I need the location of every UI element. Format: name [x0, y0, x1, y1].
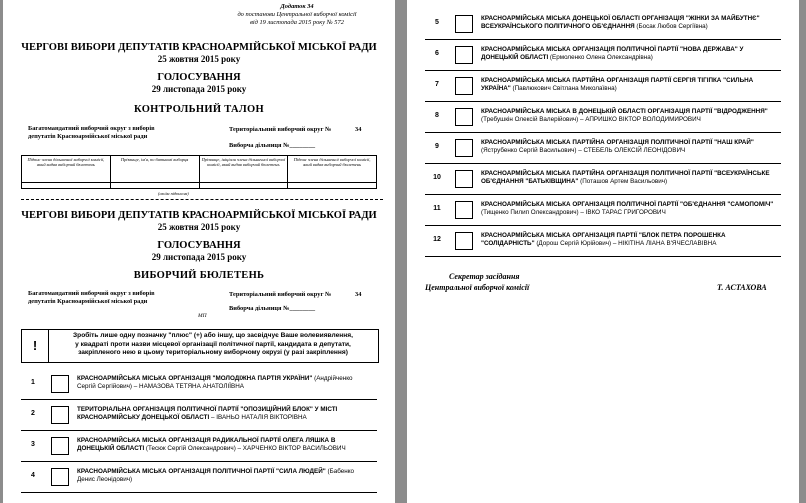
candidate-row	[425, 163, 781, 195]
candidate-row	[425, 39, 781, 71]
party-name: КРАСНОАРМІЙСЬКА МІСЬКА ПАРТІЙНА ОРГАНІЗАЦІЯ ПОЛІТИЧНОЇ ПАРТІЇ "НАШ КРАЙ"	[481, 138, 754, 146]
secretary-title-2: Центральної виборчої комісії	[425, 283, 530, 292]
stub-table-blank	[110, 182, 199, 188]
vote-checkbox[interactable]	[455, 201, 473, 219]
party-name: КРАСНОАРМІЙСЬКА МІСЬКА ДОНЕЦЬКОЇ ОБЛАСТІ ОРГАНІЗАЦІЯ "ЖІНКИ ЗА МАЙБУТНЄ" ВСЕУКРАЇНСЬКОГО ПОЛІТИЧНОГО ОБ'ЄДНАННЯ	[481, 14, 760, 30]
appendix-line-2: до постанови Центральної виборчої комісії	[237, 11, 357, 18]
vote-checkbox[interactable]	[455, 15, 473, 33]
stub-table-blank	[199, 182, 288, 188]
candidate-text	[481, 15, 777, 31]
candidate-detail: (Яструбенко Сергій Васильович) – СТЕБЕЛЬ ОЛЕКСІЙ ЛЕОНІДОВИЧ	[481, 146, 686, 154]
ballot-mp: МП	[198, 313, 207, 319]
candidate-detail: – ІВАНЬО НАТАЛІЯ ВІКТОРІВНА	[209, 413, 307, 421]
stub-vote-date: 29 листопада 2015 року	[151, 84, 247, 94]
candidate-number: 12	[433, 235, 441, 243]
candidate-row	[425, 8, 781, 40]
ballot-territorial: Територіальний виборчий округ №	[229, 291, 332, 298]
candidate-row	[425, 194, 781, 226]
ballot-multi-district-1: Багатомандатний виборчий округ з виборів	[28, 290, 155, 297]
party-name: КРАСНОАРМІЙСЬКА МІСЬКА ОРГАНІЗАЦІЯ "МОЛОДІЖНА ПАРТІЯ УКРАЇНИ"	[77, 374, 313, 382]
instruction-line-3: закріпленого нею в цьому територіальному виборчому окрузі (у разі закріплення)	[78, 349, 348, 356]
party-name: КРАСНОАРМІЙСЬКА МІСЬКА ОРГАНІЗАЦІЯ ПОЛІТИЧНОЇ ПАРТІЇ "НОВА ДЕРЖАВА" У ДОНЕЦЬКІЙ ОБЛАСТІ	[481, 45, 744, 61]
candidate-row	[21, 430, 377, 462]
candidate-text	[481, 108, 777, 124]
party-name: КРАСНОАРМІЙСЬКА МІСЬКА ОРГАНІЗАЦІЯ ПОЛІТИЧНОЇ ПАРТІЇ "ОБ'ЄДНАННЯ "САМОПОМІЧ"	[481, 200, 774, 208]
secretary-title-1: Секретар засідання	[449, 272, 520, 281]
stub-territorial: Територіальний виборчий округ №	[229, 126, 332, 133]
appendix-line-1: Додаток 34	[280, 3, 314, 10]
appendix-note	[207, 3, 387, 27]
candidate-number: 8	[435, 111, 439, 119]
ballot-precinct: Виборча дільниця №________	[229, 305, 316, 312]
candidate-row	[21, 368, 377, 400]
candidate-number: 11	[433, 204, 441, 212]
stub-table	[21, 155, 377, 189]
candidate-text	[77, 468, 373, 484]
instruction-text	[52, 332, 374, 358]
stub-sig-note: (своїм підписом)	[158, 191, 189, 196]
party-name: КРАСНОАРМІЙСЬКА МІСЬКА ОРГАНІЗАЦІЯ ПОЛІТИЧНОЇ ПАРТІЇ "СИЛА ЛЮДЕЙ"	[77, 467, 326, 475]
ballot-heading: ВИБОРЧИЙ БЮЛЕТЕНЬ	[133, 270, 265, 281]
candidate-number: 1	[31, 378, 35, 386]
candidate-detail: (Тесюк Сергій Олександрович) – ХАРЧЕНКО ВІКТОР ВАСИЛЬОВИЧ	[144, 444, 346, 452]
candidate-text	[77, 406, 373, 422]
candidate-row	[21, 461, 377, 493]
ballot-multi-district-2: депутатів Красноармійської міської ради	[28, 298, 148, 305]
left-page	[3, 0, 395, 503]
ballot-territorial-num: 34	[355, 291, 362, 298]
secretary-name: Т. АСТАХОВА	[717, 283, 767, 292]
right-page	[407, 0, 799, 503]
vote-checkbox[interactable]	[455, 77, 473, 95]
candidate-number: 6	[435, 49, 439, 57]
ballot-election-date: 25 жовтня 2015 року	[157, 222, 241, 232]
candidate-text	[77, 437, 373, 453]
vote-checkbox[interactable]	[455, 170, 473, 188]
candidate-text	[481, 232, 777, 248]
stub-territorial-num: 34	[355, 126, 362, 133]
instruction-line-2: у квадраті проти назви місцевої організації політичної партії, кандидата в депутати,	[75, 340, 351, 348]
stub-table-cell-1: Підпис члена дільничної виборчої комісії, який видав виборчий бюлетень	[22, 156, 111, 183]
ballot-vote-label: ГОЛОСУВАННЯ	[157, 240, 241, 251]
candidate-number: 2	[31, 409, 35, 417]
candidate-text	[481, 77, 777, 93]
stub-precinct: Виборча дільниця №________	[229, 142, 316, 149]
instruction-line-1: Зробіть лише одну позначку "плюс" (+) або іншу, що засвідчує Ваше волевиявлення,	[73, 332, 353, 339]
candidate-detail: (Ермоленко Олена Олександрівна)	[548, 53, 653, 61]
stub-table-cell-3: Прізвище, ініціали члена дільничної виборчої комісії, який видав виборчий бюлетень	[199, 156, 288, 183]
stub-vote-label: ГОЛОСУВАННЯ	[157, 72, 241, 83]
stub-table-blank	[22, 182, 111, 188]
candidate-row	[425, 132, 781, 164]
vote-checkbox[interactable]	[455, 139, 473, 157]
vote-checkbox[interactable]	[455, 232, 473, 250]
candidate-row	[21, 399, 377, 431]
candidate-text	[77, 375, 373, 391]
candidate-text	[481, 170, 777, 186]
stub-table-blank	[288, 182, 377, 188]
candidate-detail: (Босак Любов Сергіївна)	[634, 22, 708, 30]
candidate-detail: (Тищенко Пилип Олександрович) – ІВКО ТАРАС ГРИГОРОВИЧ	[481, 208, 666, 216]
party-name: КРАСНОАРМІЙСЬКА МІСЬКА ОРГАНІЗАЦІЯ ПАРТІЇ "БЛОК ПЕТРА ПОРОШЕНКА "СОЛІДАРНІСТЬ"	[481, 231, 726, 247]
candidate-row	[425, 101, 781, 133]
vote-checkbox[interactable]	[455, 46, 473, 64]
candidate-detail: (Дорош Сергій Юрійович) – НІКІТІНА ЛІАНА В'ЯЧЕСЛАВІВНА	[534, 239, 717, 247]
candidate-text	[481, 139, 777, 155]
ballot-vote-date: 29 листопада 2015 року	[151, 252, 247, 262]
candidate-number: 9	[435, 142, 439, 150]
party-name: КРАСНОАРМІЙСЬКА МІСЬКА ОРГАНІЗАЦІЯ РАДИКАЛЬНОЇ ПАРТІЇ ОЛЕГА ЛЯШКА В ДОНЕЦЬКІЙ ОБЛАСТІ	[77, 436, 336, 452]
candidate-number: 7	[435, 80, 439, 88]
stub-multi-district-1: Багатомандатний виборчий округ з виборів	[28, 125, 155, 132]
candidate-detail: (Бабенко Денис Леонідович)	[77, 467, 355, 483]
candidate-number: 3	[31, 440, 35, 448]
candidate-text	[481, 201, 777, 217]
instruction-box	[21, 329, 379, 363]
candidate-row	[425, 70, 781, 102]
stub-election-title: ЧЕРГОВІ ВИБОРИ ДЕПУТАТІВ КРАСНОАРМІЙСЬКОЇ МІСЬКОЇ РАДИ	[21, 42, 377, 53]
ballot-election-title: ЧЕРГОВІ ВИБОРИ ДЕПУТАТІВ КРАСНОАРМІЙСЬКОЇ МІСЬКОЇ РАДИ	[21, 210, 377, 221]
party-name: КРАСНОАРМІЙСЬКА МІСЬКА В ДОНЕЦЬКІЙ ОБЛАСТІ ОРГАНІЗАЦІЯ ПАРТІЇ "ВІДРОДЖЕННЯ"	[481, 107, 768, 115]
stub-table-cell-2: Прізвище, ім'я, по батькові виборця	[110, 156, 199, 183]
stub-election-date: 25 жовтня 2015 року	[157, 54, 241, 64]
candidate-number: 10	[433, 173, 441, 181]
vote-checkbox[interactable]	[455, 108, 473, 126]
candidate-row	[425, 225, 781, 257]
candidate-text	[481, 46, 777, 62]
vote-checkbox[interactable]	[51, 468, 69, 486]
appendix-line-3: від 19 листопада 2015 року № 572	[250, 19, 344, 26]
vote-checkbox[interactable]	[51, 375, 69, 393]
candidate-detail: (Павлюкович Світлана Миколаївна)	[510, 84, 617, 92]
vote-checkbox[interactable]	[51, 406, 69, 424]
party-name: ТЕРИТОРІАЛЬНА ОРГАНІЗАЦІЯ ПОЛІТИЧНОЇ ПАРТІЇ "ОПОЗИЦІЙНИЙ БЛОК" У МІСТІ КРАСНОАРМІЙСЬКУ ДОНЕЦЬКОЇ ОБЛАСТІ	[77, 405, 338, 421]
stub-table-cell-4: Підпис члена дільничної виборчої комісії, який видав виборчий бюлетень	[288, 156, 377, 183]
vote-checkbox[interactable]	[51, 437, 69, 455]
stub-heading: КОНТРОЛЬНИЙ ТАЛОН	[134, 104, 264, 115]
party-name: КРАСНОАРМІЙСЬКА МІСЬКА ПАРТІЙНА ОРГАНІЗАЦІЯ ПОЛІТИЧНОЇ ПАРТІЇ "ВСЕУКРАЇНСЬКЕ ОБ'ЄДНАННЯ "БАТЬКІВЩИНА"	[481, 169, 770, 185]
exclamation-icon: !	[22, 330, 49, 362]
party-name: КРАСНОАРМІЙСЬКА МІСЬКА ПАРТІЙНА ОРГАНІЗАЦІЯ ПАРТІЇ СЕРГІЯ ТІГІПКА "СИЛЬНА УКРАЇНА"	[481, 76, 754, 92]
candidate-number: 4	[31, 471, 35, 479]
cut-line	[21, 199, 383, 200]
candidate-detail: (Требушкін Олексій Валерійович) – АПРИШКО ВІКТОР ВОЛОДИМИРОВИЧ	[481, 115, 701, 123]
candidate-detail: (Поташов Артем Васильович)	[578, 177, 668, 185]
stub-multi-district-2: депутатів Красноармійської міської ради	[28, 133, 148, 140]
candidate-number: 5	[435, 18, 439, 26]
candidate-detail: (Андрійченко Сергій Сергійович) – НАМАЗОВА ТЕТЯНА АНАТОЛІЇВНА	[77, 374, 353, 390]
